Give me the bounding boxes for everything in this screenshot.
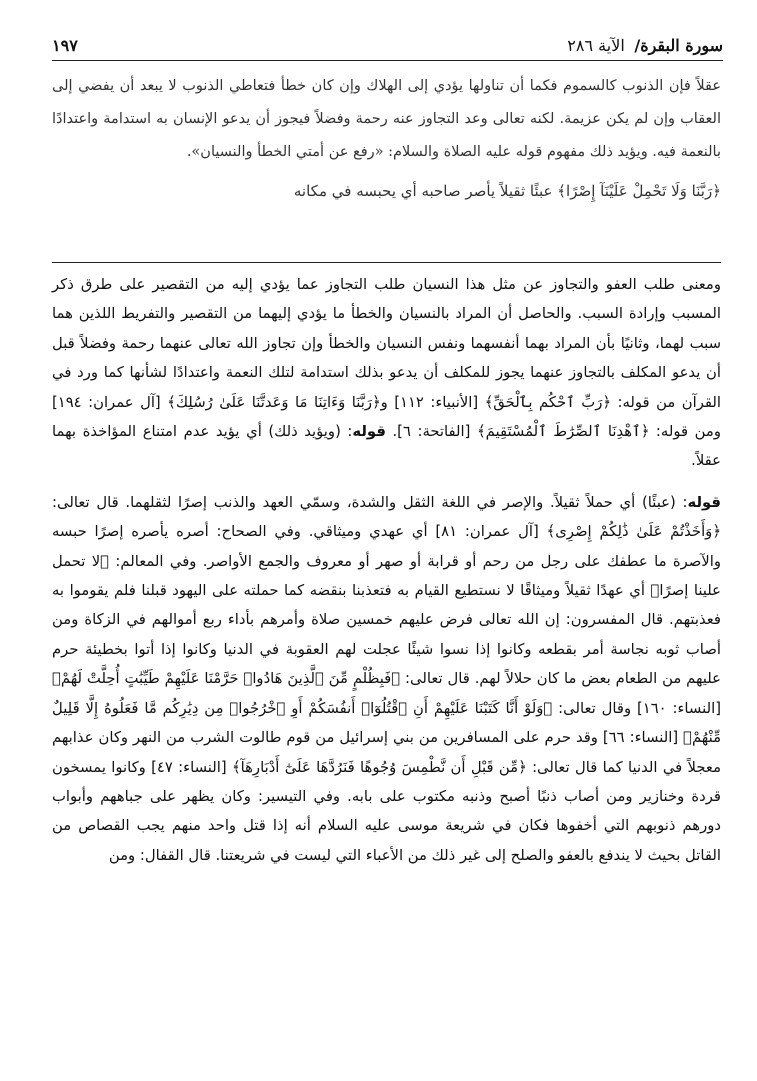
commentary-text: : (عبئًا) أي حملاً ثقيلاً. والإصر في اللغة الثقل والشدة، وسمّي العهد والذنب إصرًا لثقلهما. قال تعالى: ﴿وَأَخَذْتُمْ عَلَىٰ ذَٰلِكُمْ إِصْرِى﴾ [آل عمران: ٨١] أي عهدي وميثاقي. وفي الصحاح: أصره يأصره إصرًا حبسه والآصرة ما عطفك على رجل من رحم أو قرابة أو صهر أو معروف والجمع الأواصر. وفي المعالم: ﴿لا تحمل علينا إصرًا﴾ أي عهدًا ثقيلاً وميثاقًا لا نستطيع القيام به فتعذبنا بنقضه كما حملته على اليهود قبلنا فلم يقوموا به فعذبتهم. قال المفسرون: إن الله تعالى فرض عليهم خمسين صلاة وأمرهم بأداء ربع أموالهم في الزكاة ومن أصاب ثوبه نجاسة أمر بقطعه وكانوا إذا نسوا شيئًا عجلت لهم العقوبة في الدنيا وكانوا إذا أتوا بخطيئة حرم عليهم من الطعام بعض ما كان حلالاً لهم. قال تعالى: ﴿فَبِظُلْمٍ مِّنَ ٱلَّذِينَ هَادُوا۟ حَرَّمْنَا عَلَيْهِمْ طَيِّبَٰتٍ أُحِلَّتْ لَهُمْ﴾ [النساء: ١٦٠] وقال تعالى: ﴿وَلَوْ أَنَّا كَتَبْنَا عَلَيْهِمْ أَنِ ٱقْتُلُوٓا۟ أَنفُسَكُمْ أَوِ ٱخْرُجُوا۟ مِن دِيَٰرِكُم مَّا فَعَلُوهُ إِلَّا قَلِيلٌ مِّنْهُمْ﴾ [النساء: ٦٦] وقد حرم على المسافرين من بني إسرائيل من قوم طالوت الشرب من النهر وكان عذابهم معجلاً في الدنيا كما قال تعالى: ﴿مِّن قَبْلِ أَن نَّطْمِسَ وُجُوهًا فَنَرُدَّهَا عَلَىٰٓ أَدْبَارِهَآ﴾ [النساء: ٤٧] وكانوا يمسخون قردة وخنازير ومن أصاب ذنبًا أصبح وذنبه مكتوب على بابه. وفي التيسير: وكان يظهر على جباههم وأبواب دورهم ذنوبهم التي أخفوها فكان في شريعة موسى عليه السلام أنه إذا قتل واحد منهم يجب القصاص من القاتل بحيث لا يندفع بالعفو والصلح إلى غير ذلك من الأعباء التي ليست في شريعتنا. قال القفال: ومن — [52, 493, 721, 864]
section-divider — [52, 262, 721, 263]
verse-reference: الآية ٢٨٦ — [567, 35, 625, 55]
commentary-paragraph-1 — [52, 270, 721, 476]
main-text-verse-line: ﴿رَبَّنَا وَلَا تَحْمِلْ عَلَيْنَآ إِصْرًا﴾ عبئًا ثقيلاً يأصر صاحبه أي يحبسه في مكانه — [293, 182, 721, 200]
commentary-text: : (ويؤيد ذلك) أي يؤيد عدم امتناع المؤاخذة بهما عقلاً. — [52, 423, 721, 470]
main-text-block — [52, 70, 721, 208]
commentary-paragraph-2 — [52, 488, 721, 870]
commentary-keyword: قوله — [687, 493, 721, 511]
main-text-paragraph: عقلاً فإن الذنوب كالسموم فكما أن تناولها يؤدي إلى الهلاك وإن كان خطأ فتعاطي الذنوب لا يبعد أن يفضي إلى العقاب وإن لم يكن عزيمة. لكنه تعالى وعد التجاوز عنه رحمة وفضلاً فيجوز أن يدعو الإنسان به استدامة واعتدادًا بالنعمة فيه. ويؤيد ذلك مفهوم قوله عليه الصلاة والسلام: «رفع عن أمتي الخطأ والنسيان». — [52, 78, 721, 160]
running-title — [567, 36, 723, 55]
page-number: ١٩٧ — [52, 35, 78, 55]
commentary-text: ومعنى طلب العفو والتجاوز عن مثل هذا النسيان طلب التجاوز عما يؤدي إليه من التقصير على طرق ذكر المسبب وإرادة السبب. والحاصل أن المراد بالنسيان والخطأ ما يؤدي إليهما من التقصير والتفريط اللذين هما سبب لهما، وثانيًا بأن المراد بهما أنفسهما ونفس النسيان والخطأ وإن تجاوز الله تعالى عنهما رحمة وفضلاً قبل أن يدعو المكلف بالتجاوز عنهما يجوز للمكلف أن يدعو بذلك استدامة لتلك النعمة واعتدادًا لشأنها كما ورد في القرآن من قوله: ﴿رَبِّ ٱحْكُم بِٱلْحَقِّ﴾ [الأنبياء: ١١٢] و﴿رَبَّنَا وَءَاتِنَا مَا وَعَدتَّنَا عَلَىٰ رُسُلِكَ﴾ [آل عمران: ١٩٤] ومن قوله: ﴿ٱهْدِنَا ٱلصِّرَٰطَ ٱلْمُسْتَقِيمَ﴾ [الفاتحة: ٦]. — [52, 276, 721, 441]
surah-title: سورة البقرة/ — [634, 35, 723, 55]
commentary-keyword: قوله — [352, 423, 386, 441]
commentary-block — [52, 270, 721, 870]
page-header — [52, 30, 723, 61]
